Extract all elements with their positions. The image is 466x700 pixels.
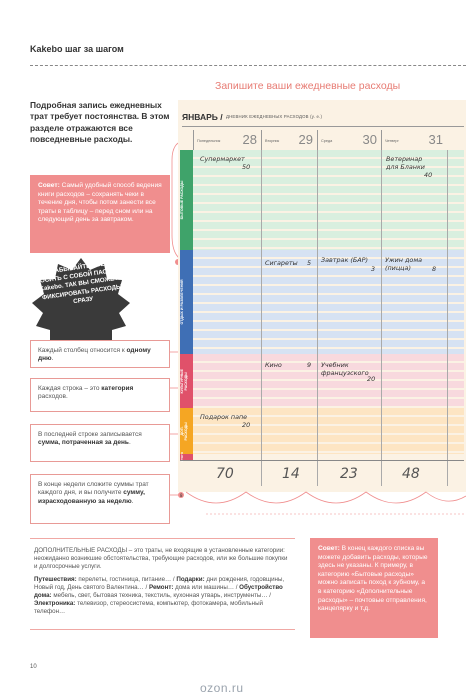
example-label: Ремонт:	[148, 584, 174, 591]
example-label: Путешествия:	[34, 576, 77, 583]
example-label: Обустройство дома:	[34, 584, 283, 599]
callout-text: .	[131, 497, 134, 505]
column-divider	[317, 150, 318, 486]
entry-text: Завтрак (БАР)	[321, 256, 368, 264]
day-header-mon	[193, 130, 261, 150]
entry-amount: 50	[242, 163, 251, 171]
running-title: Kakebo шаг за шагом	[30, 44, 124, 54]
entry-text: Кино	[265, 361, 282, 369]
day-number: 28	[242, 132, 257, 147]
tip-box-left	[30, 175, 170, 253]
tip-label: Совет:	[38, 182, 60, 189]
tip-text: Самый удобный способ ведения книги расходов – сохранять чеки в течение дня, чтобы потом занести все траты в таблицу – перед сном или на следующий день за завтраком.	[38, 182, 162, 224]
week-sum-scallop	[186, 486, 466, 526]
entry-amount: 5	[307, 259, 312, 267]
section-title: Запишите ваши ежедневные расходы	[215, 80, 401, 92]
tip-box-right	[310, 538, 438, 638]
entry-text: Учебник французского	[321, 361, 369, 377]
callout-text: В последней строке записывается	[38, 431, 142, 438]
category-label: ИТОГО	[180, 451, 184, 463]
page-number: 10	[30, 664, 37, 670]
example-label: Электроника:	[34, 600, 76, 607]
day-header-wed	[317, 130, 381, 150]
example-text: дома или машины… /	[173, 584, 240, 591]
callout-last-row	[30, 424, 170, 462]
intro-text: Подробная запись ежедневных трат требует постоянства. В этом разделе отражаются все повседневные расходы.	[30, 100, 170, 144]
total-tue: 14	[282, 466, 300, 482]
day-name: Четверг	[385, 139, 399, 143]
day-name: Понедельник	[197, 139, 221, 143]
category-leisure	[180, 250, 193, 354]
tip-text: В конец каждого списка вы можете добавить расходы, которые здесь не указаны. К примеру, в категорию «Бытовые расходы» можно записать поход к зубному, а в категорию «Дополнительные расходы» – почтовые отправления, канцелярку и т.д.	[318, 545, 428, 613]
entry-amount: 3	[371, 265, 376, 273]
example-text: мебель, свет, бытовая техника, текстиль, кухонная утварь, инструменты… /	[51, 592, 271, 599]
callout-text: Каждая строка – это	[38, 385, 102, 392]
entry-text: Ветеринар для Бланки	[386, 155, 425, 171]
planner-month: ЯНВАРЬ /	[182, 112, 223, 122]
callout-text: расходов.	[38, 393, 68, 401]
callout-bold: сумму, израсходованную за неделю	[38, 489, 145, 505]
planner-subtitle: ДНЕВНИК ЕЖЕДНЕВНЫХ РАСХОДОВ (у. е.)	[226, 114, 323, 119]
entry-amount: 8	[432, 265, 437, 273]
category-label: БЫТОВЫЕ РАСХОДЫ	[180, 180, 184, 220]
day-header-thu	[381, 130, 447, 150]
entry-amount: 20	[242, 421, 251, 429]
header-divider	[30, 65, 466, 66]
callout-text: В конце недели сложите суммы трат каждого дня, и вы получите	[38, 481, 149, 497]
example-label: Подарки:	[176, 576, 205, 583]
callout-week-total	[30, 474, 170, 524]
category-label: ДОП. РАСХОДЫ	[180, 421, 188, 441]
watermark: ozon.ru	[200, 681, 244, 695]
day-number: 31	[428, 132, 443, 147]
total-thu: 48	[402, 466, 420, 482]
callout-text: .	[51, 355, 54, 363]
column-divider	[447, 150, 448, 486]
example-text: дни рождения, годовщины, Новый год, День святого Валентина… /	[34, 576, 285, 591]
extras-examples	[34, 576, 291, 616]
category-household	[180, 150, 193, 250]
column-divider	[261, 150, 262, 486]
example-text: телевизор, стереосистема, компьютер, фотокамера, мобильный телефон…	[34, 600, 263, 615]
total-mon: 70	[216, 466, 234, 482]
day-number: 29	[298, 132, 313, 147]
entry-amount: 40	[424, 171, 433, 179]
planner-sheet	[178, 100, 466, 498]
category-label: ОТДЫХ И РАЗВЛЕЧЕНИЯ	[180, 279, 184, 325]
badge-text: НЕ ЗАБЫВАЙТЕ ВСЕГДА НОСИТЬ С СОБОЙ ПАСПОРТ Kakebo. ТАК ВЫ СМОЖЕТЕ ФИКСИРОВАТЬ РАСХОДЫ СРАЗУ	[35, 258, 125, 306]
day-number: 30	[362, 132, 377, 147]
entry-amount: 20	[367, 375, 376, 383]
example-text: перелеты, гостиница, питание… /	[76, 576, 177, 583]
callout-column	[30, 340, 170, 368]
callout-row	[30, 378, 170, 412]
entry-amount: 9	[307, 361, 312, 369]
entry-text: Подарок папе	[200, 413, 248, 421]
callout-bold: категория	[101, 385, 134, 392]
callout-bold: одному дню	[38, 347, 151, 363]
entry-text: Сигареты	[265, 259, 298, 267]
callout-bold: сумма, потраченная за день	[38, 439, 129, 447]
category-label: КУЛЬТУРНЫЕ РАСХОДЫ	[180, 368, 188, 394]
total-wed: 23	[340, 466, 358, 482]
entry-text: Ужин дома (пицца)	[385, 256, 423, 272]
column-divider	[381, 150, 382, 486]
day-header-tue	[261, 130, 317, 150]
category-extra	[180, 408, 193, 454]
extras-section	[30, 538, 295, 630]
day-name: Среда	[321, 139, 333, 143]
entry-text: Супермаркет	[200, 155, 245, 163]
category-culture	[180, 354, 193, 408]
callout-text: .	[128, 439, 131, 447]
tip-label: Совет:	[318, 545, 340, 552]
day-name: Вторник	[265, 139, 280, 143]
planner-header-rule	[182, 126, 464, 127]
extras-intro: ДОПОЛНИТЕЛЬНЫЕ РАСХОДЫ – это траты, не входящие в установленные категории: неожиданно возникшие обстоятельства, требующие расходов, или же большие покупки и долгосрочные услуги.	[34, 547, 288, 570]
footer-mark: 8	[180, 493, 183, 498]
callout-text: Каждый столбец относится к	[38, 347, 127, 354]
